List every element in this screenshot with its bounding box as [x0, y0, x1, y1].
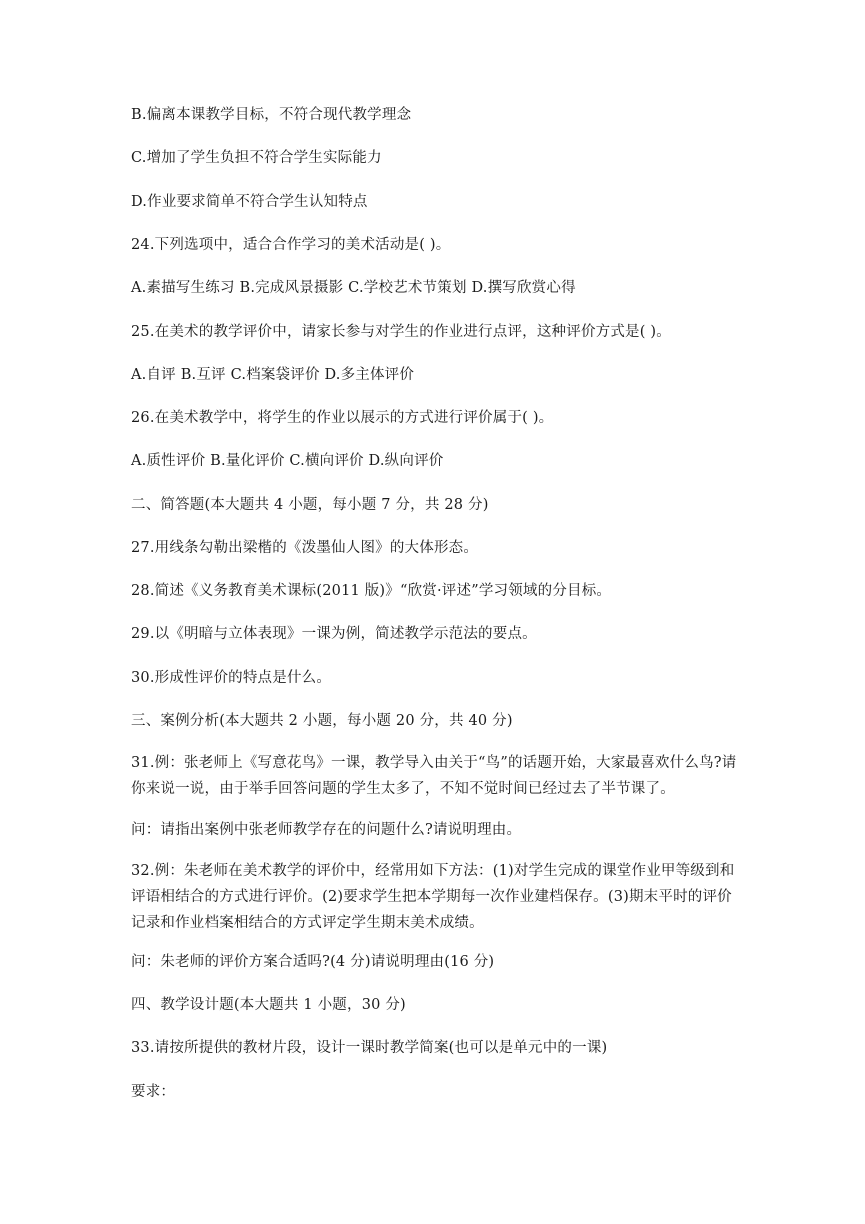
question-24-options: A.素描写生练习 B.完成风景摄影 C.学校艺术节策划 D.撰写欣赏心得 [131, 280, 576, 296]
question-31: 31.例：张老师上《写意花鸟》一课，教学导入由关于“鸟”的话题开始，大家最喜欢什么鸟?请你来说一说，由于举手回答问题的学生太多了，不知不觉时间已经过去了半节课了。 [131, 755, 737, 797]
question-24: 24.下列选项中，适合合作学习的美术活动是( )。 [131, 237, 451, 253]
question-32-ask: 问：朱老师的评价方案合适吗?(4 分)请说明理由(16 分) [131, 954, 495, 970]
requirement-label: 要求： [131, 1084, 176, 1100]
question-30: 30.形成性评价的特点是什么。 [131, 670, 332, 686]
question-29: 29.以《明暗与立体表现》一课为例，简述教学示范法的要点。 [131, 626, 537, 642]
question-26: 26.在美术教学中，将学生的作业以展示的方式进行评价属于( )。 [131, 410, 554, 426]
option-d-line: D.作业要求简单不符合学生认知特点 [131, 194, 368, 210]
question-33: 33.请按所提供的教材片段，设计一课时教学简案(也可以是单元中的一课) [131, 1040, 608, 1056]
question-25-options: A.自评 B.互评 C.档案袋评价 D.多主体评价 [131, 367, 415, 383]
section-3-heading: 三、案例分析(本大题共 2 小题，每小题 20 分，共 40 分) [131, 713, 513, 729]
question-32: 32.例：朱老师在美术教学的评价中，经常用如下方法：(1)对学生完成的课堂作业甲等级到和评语相结合的方式进行评价。(2)要求学生把本学期每一次作业建档保存。(3)期末平时的评价记录和作业档案相结合的方式评定学生期末美术成绩。 [131, 863, 735, 931]
option-b-line: B.偏离本课教学目标，不符合现代教学理念 [131, 107, 412, 123]
question-25: 25.在美术的教学评价中，请家长参与对学生的作业进行点评，这种评价方式是( )。 [131, 324, 671, 340]
question-31-ask: 问：请指出案例中张老师教学存在的问题什么?请说明理由。 [131, 822, 522, 838]
question-28: 28.简述《义务教育美术课标(2011 版)》“欣赏·评述”学习领域的分目标。 [131, 583, 612, 599]
question-27: 27.用线条勾勒出梁楷的《泼墨仙人图》的大体形态。 [131, 540, 479, 556]
section-4-heading: 四、教学设计题(本大题共 1 小题，30 分) [131, 997, 406, 1013]
question-26-options: A.质性评价 B.量化评价 C.横向评价 D.纵向评价 [131, 453, 444, 469]
option-c-line: C.增加了学生负担不符合学生实际能力 [131, 150, 382, 166]
section-2-heading: 二、简答题(本大题共 4 小题，每小题 7 分，共 28 分) [131, 497, 489, 513]
